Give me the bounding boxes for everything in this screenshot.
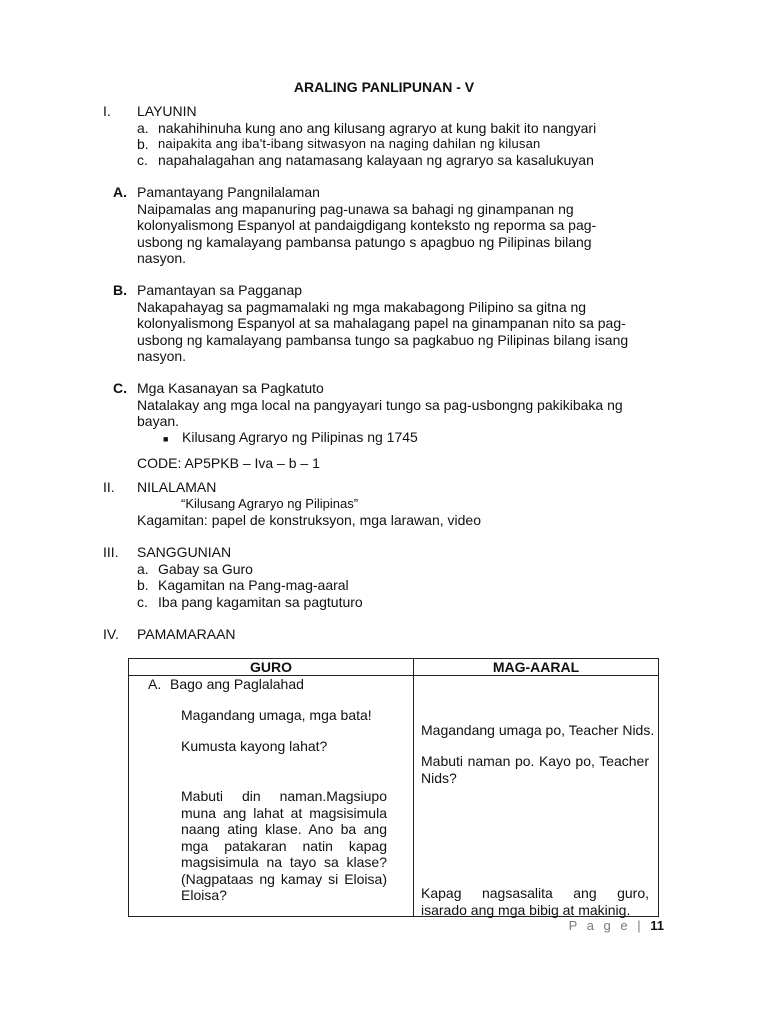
materials-line: Kagamitan: papel de konstruksyon, mga larawan, video	[137, 512, 481, 528]
table-header-row	[129, 659, 659, 676]
list-item: Kagamitan na Pang-mag-aaral	[158, 577, 349, 593]
teacher-line: Magandang umaga, mga bata!	[181, 707, 372, 723]
paragraph-line: Nakapahayag sa pagmamalaki ng mga makabagong Pilipino sa gitna ng	[137, 299, 587, 315]
list-item: Iba pang kagamitan sa pagtuturo	[158, 594, 363, 610]
paragraph-line: usbong ng kamalayang pambansa patungo s apagbuo ng Pilipinas bilang	[137, 234, 592, 250]
step-marker: A.	[148, 676, 162, 692]
document-title: ARALING PANLIPUNAN - V	[293, 79, 475, 95]
subsection-heading: Mga Kasanayan sa Pagkatuto	[137, 380, 324, 396]
list-marker: a.	[137, 561, 149, 577]
procedure-table	[128, 658, 659, 917]
list-item: Gabay sa Guro	[158, 561, 253, 577]
competency-code: CODE: AP5PKB – Iva – b – 1	[137, 455, 320, 471]
page-separator: |	[637, 918, 644, 933]
list-marker: c.	[137, 152, 148, 168]
section-heading-layunin: LAYUNIN	[137, 103, 197, 119]
subsection-marker: C.	[113, 380, 127, 396]
section-heading-pamamaraan: PAMAMARAAN	[137, 626, 236, 642]
guro-cell	[129, 676, 414, 917]
list-marker: c.	[137, 594, 148, 610]
subsection-marker: A.	[113, 184, 127, 200]
column-header-guro: GURO	[129, 659, 414, 676]
lesson-topic: “Kilusang Agraryo ng Pilipinas”	[181, 496, 359, 511]
section-numeral: III.	[103, 544, 119, 560]
section-numeral: IV.	[103, 626, 119, 642]
column-header-mag-aaral: MAG-AARAL	[414, 659, 659, 676]
list-marker: a.	[137, 120, 149, 136]
paragraph-line: nasyon.	[137, 250, 187, 266]
student-line: Kapag nagsasalita ang guro, isarado ang mga bibig at makinig.	[421, 885, 649, 918]
paragraph-line: nasyon.	[137, 348, 187, 364]
list-marker: b.	[137, 577, 149, 593]
list-item: napahalagahan ang natamasang kalayaan ng agraryo sa kasalukuyan	[158, 152, 594, 168]
page-label: P a g e	[568, 918, 631, 933]
list-item: nakahihinuha kung ano ang kilusang agraryo at kung bakit ito nangyari	[158, 120, 597, 136]
page-footer	[569, 918, 664, 935]
student-line: Mabuti naman po. Kayo po, Teacher Nids?	[421, 753, 649, 786]
paragraph-line: kolonyalismong Espanyol at sa mahalagang papel na ginampanan nito sa pag-	[137, 315, 626, 331]
teacher-line: Mabuti din naman.Magsiupo muna ang lahat at magsisimula naang ating klase. Ano ba ang mga patakaran natin kapag magsisimula na tayo sa klase? (Nagpataas ng kamay si Eloisa) Eloisa?	[181, 788, 387, 903]
teacher-line: Kumusta kayong lahat?	[181, 738, 328, 754]
step-heading: Bago ang Paglalahad	[170, 676, 304, 692]
section-numeral: I.	[103, 103, 111, 119]
paragraph-line: Natalakay ang mga local na pangyayari tungo sa pag-usbongng pakikibaka ng	[137, 397, 623, 413]
section-heading-sanggunian: SANGGUNIAN	[137, 544, 232, 560]
subsection-heading: Pamantayan sa Pagganap	[137, 282, 303, 298]
page-number: 11	[650, 918, 664, 933]
student-line: Magandang umaga po, Teacher Nids.	[421, 722, 655, 738]
paragraph-line: usbong ng kamalayang pambansa tungo sa pagkabuo ng Pilipinas bilang isang	[137, 332, 629, 348]
section-heading-nilalaman: NILALAMAN	[137, 479, 217, 495]
paragraph-line: kolonyalismong Espanyol at pandaigdigang konteksto ng reporma sa pag-	[137, 217, 597, 233]
list-marker: b.	[137, 136, 149, 152]
paragraph-line: bayan.	[137, 413, 180, 429]
table-row	[129, 676, 659, 917]
paragraph-line: Naipamalas ang mapanuring pag-unawa sa bahagi ng ginampanan ng	[137, 201, 574, 217]
subsection-heading: Pamantayang Pangnilalaman	[137, 184, 320, 200]
bullet-item: Kilusang Agraryo ng Pilipinas ng 1745	[182, 429, 418, 445]
mag-aaral-cell	[414, 676, 659, 917]
subsection-marker: B.	[113, 282, 127, 298]
section-numeral: II.	[103, 479, 115, 495]
list-item: naipakita ang iba't-ibang sitwasyon na naging dahilan ng kilusan	[158, 136, 541, 151]
bullet-square-icon: ■	[163, 434, 169, 444]
